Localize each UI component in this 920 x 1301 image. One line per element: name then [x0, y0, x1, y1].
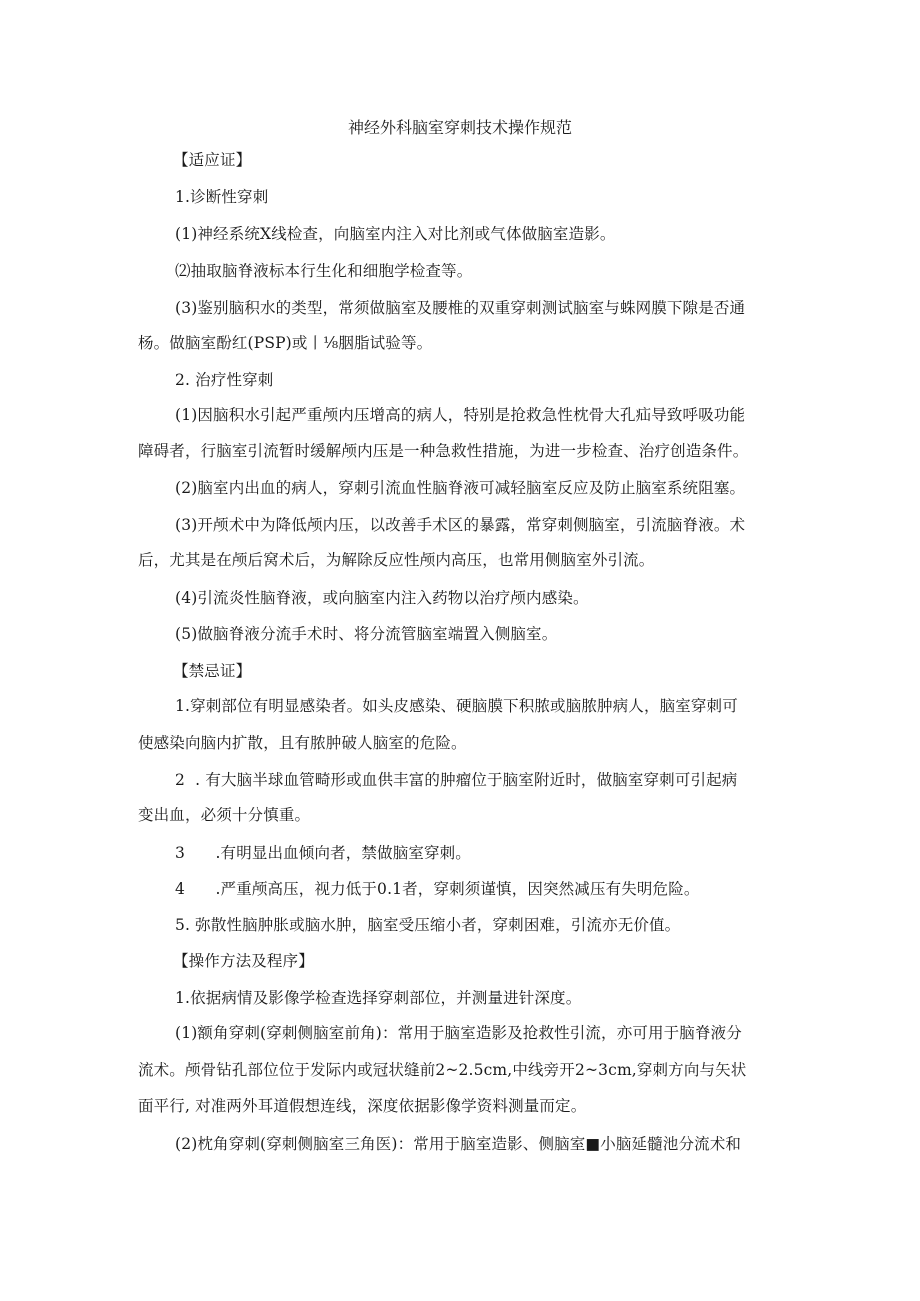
- paragraph-line: (1)额角穿刺(穿刺侧脑室前角)：常用于脑室造影及抢救性引流，亦可用于脑脊液分: [175, 1024, 742, 1042]
- document-title: 神经外科脑室穿刺技术操作规范: [347, 118, 572, 137]
- paragraph-line: 2 . 有大脑半球血管畸形或血供丰富的肿瘤位于脑室附近时，做脑室穿刺可引起病: [175, 771, 738, 789]
- section-heading-contraindications: 【禁忌证】: [173, 662, 252, 680]
- paragraph-line: 流术。颅骨钻孔部位位于发际内或冠状缝前2~2.5cm,中线旁开2~3cm,穿刺方向与矢状: [138, 1061, 747, 1079]
- section-heading-indications: 【适应证】: [173, 151, 252, 169]
- paragraph-line: 面平行, 对准两外耳道假想连线，深度依据影像学资料测量而定。: [138, 1097, 587, 1115]
- paragraph-line: 变出血，必须十分慎重。: [138, 806, 311, 824]
- paragraph-line: 1.诊断性穿刺: [175, 188, 269, 206]
- paragraph-line: 障碍者，行脑室引流暂时缓解颅内压是一种急救性措施，为进一步检查、治疗创造条件。: [138, 442, 749, 460]
- paragraph-line: (3)鉴别脑积水的类型，常须做脑室及腰椎的双重穿刺测试脑室与蛛网膜下隙是否通: [175, 299, 746, 317]
- paragraph-line: (2)脑室内出血的病人，穿刺引流血性脑脊液可减轻脑室反应及防止脑室系统阻塞。: [175, 479, 746, 497]
- paragraph-line: (1)因脑积水引起严重颅内压增高的病人，特别是抢救急性枕骨大孔疝导致呼吸功能: [175, 406, 746, 424]
- paragraph-line: 1.依据病情及影像学检查选择穿刺部位，并测量进针深度。: [175, 989, 582, 1007]
- paragraph-line: 1.穿刺部位有明显感染者。如头皮感染、硬脑膜下积脓或脑脓肿病人，脑室穿刺可: [175, 697, 738, 715]
- paragraph-line: (1)神经系统X线检查，向脑室内注入对比剂或气体做脑室造影。: [175, 225, 616, 243]
- paragraph-line: (3)开颅术中为降低颅内压，以改善手术区的暴露，常穿刺侧脑室，引流脑脊液。术: [175, 516, 746, 534]
- paragraph-line: 4 .严重颅高压，视力低于0.1者，穿刺须谨慎，因突然减压有失明危险。: [175, 880, 700, 898]
- paragraph-line: 使感染向脑内扩散，且有脓肿破人脑室的危险。: [138, 734, 467, 752]
- paragraph-line: (5)做脑脊液分流手术时、将分流管脑室端置入侧脑室。: [175, 625, 558, 643]
- section-heading-procedure: 【操作方法及程序】: [173, 952, 314, 970]
- paragraph-line: 5. 弥散性脑肿胀或脑水肿，脑室受压缩小者，穿刺困难，引流亦无价值。: [175, 916, 681, 934]
- paragraph-line: 后，尤其是在颅后窝术后，为解除反应性颅内高压，也常用侧脑室外引流。: [138, 551, 655, 569]
- paragraph-line: 3 .有明显出血倾向者，禁做脑室穿刺。: [175, 844, 471, 862]
- paragraph-line: (4)引流炎性脑脊液，或向脑室内注入药物以治疗颅内感染。: [175, 589, 589, 607]
- paragraph-line: 2. 治疗性穿刺: [175, 371, 274, 389]
- paragraph-line: ⑵抽取脑脊液标本行生化和细胞学检查等。: [175, 262, 473, 280]
- paragraph-line: (2)枕角穿刺(穿刺侧脑室三角医)：常用于脑室造影、侧脑室■小脑延髓池分流术和: [175, 1135, 742, 1153]
- paragraph-line: 杨。做脑室酚红(PSP)或丨⅛胭脂试验等。: [138, 334, 433, 352]
